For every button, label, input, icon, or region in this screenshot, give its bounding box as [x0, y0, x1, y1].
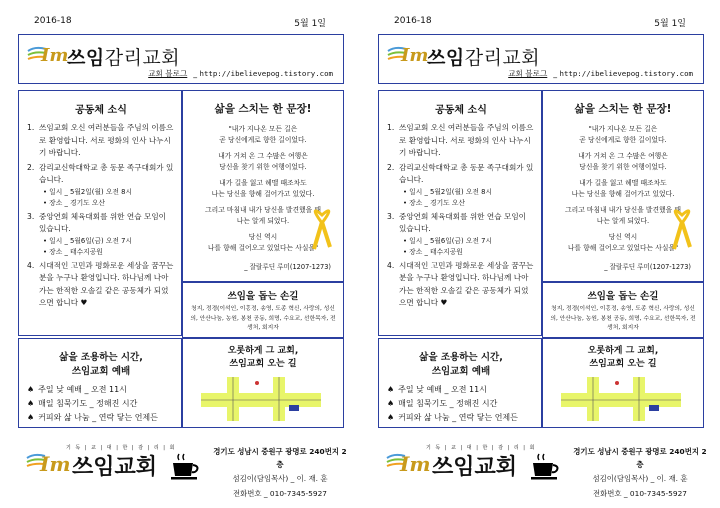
news-item-detail: • 일시 _ 5월2일(월) 오전 8시: [43, 187, 133, 196]
verse-line: 내가 거쳐 온 그 수많은 여행은: [218, 152, 308, 160]
hands-title: 쓰임을 돕는 손길: [227, 291, 299, 302]
worship-item-text: 매일 침묵기도 _ 정해진 시간: [38, 399, 138, 408]
news-item-detail: • 일시 _ 5월6일(금) 오전 7시: [403, 236, 493, 245]
verse-line: 나는 알게 되었다.: [236, 217, 290, 225]
blog-url[interactable]: http://ibelievepog.tistory.com: [559, 69, 693, 78]
news-title: 공동체 소식: [435, 105, 487, 116]
verse-title: 삶을 스치는 한 문장!: [214, 103, 312, 115]
header-date: 5월 1일: [294, 19, 326, 29]
yellow-ribbon-icon: [311, 209, 333, 251]
news-item-detail: • 장소 _ 경기도 오산: [403, 198, 466, 207]
worship-title-line1: 삶을 조용하는 시간,: [59, 352, 143, 363]
verse-line: 그리고 마침내 내가 당신을 발견했을 때: [565, 206, 681, 214]
worship-item-text: 주일 낮 예배 _ 오전 11시: [38, 385, 127, 394]
worship-list: [387, 383, 535, 425]
blog-label: 교회 블로그: [148, 69, 188, 78]
footer-logo-im: Im: [400, 452, 431, 476]
worship-item-text: 매일 침묵기도 _ 정해진 시간: [398, 399, 498, 408]
coffee-cup-icon: [170, 452, 200, 482]
bulletin-page-right: [360, 0, 720, 508]
verse-line: 내가 길을 잃고 헤맬 때조차도: [219, 179, 307, 187]
verse-line: 나를 향해 걸어오고 있었다는 사실을": [207, 244, 319, 252]
verse-line: 나는 알게 되었다.: [596, 217, 650, 225]
verse-source: _ 잘랄루딘 루미(1207-1273): [604, 263, 691, 271]
worship-item: [27, 383, 175, 397]
news-item: [27, 211, 175, 258]
news-item-detail: • 일시 _ 5월6일(금) 오전 7시: [43, 236, 133, 245]
hands-text: 청지, 정경(이석인, 이홍정, 송영, 도종 혁신, 사랑의, 성신의, 안산나눔, 농원, 봉천 공동, 희명, 수요교, 선한목자, 전생처, 회지자: [550, 306, 696, 332]
worship-title-line1: 삶을 조용하는 시간,: [419, 352, 503, 363]
news-item-text: 쓰임교회 오신 여러분들을 주님의 이름으로 환영합니다. 서로 평화의 인사 나누시기 바랍니다.: [39, 123, 174, 157]
verse-line: 내가 길을 잃고 헤맬 때조차도: [579, 179, 667, 187]
verse-line: "내가 지나온 모든 길은: [588, 125, 658, 133]
blog-line: [508, 68, 693, 79]
worship-item: [27, 411, 175, 425]
footer-pastor: 섬김이(담임목사) _ 이. 재. 훈: [232, 474, 328, 483]
worship-item-text: 주일 낮 예배 _ 오전 11시: [398, 385, 487, 394]
logo-im: Im: [401, 45, 429, 66]
verse-line: 나를 향해 걸어오고 있었다는 사실을": [567, 244, 679, 252]
footer-phone: 전화번호 _ 010-7345-5927: [232, 489, 327, 498]
spade-icon: ♠: [387, 399, 395, 408]
title-box: [378, 34, 704, 84]
worship-item: [27, 397, 175, 411]
footer-logo: [26, 440, 176, 488]
news-item-number: 3.: [387, 211, 395, 221]
church-logo: [387, 41, 557, 69]
logo-im: Im: [41, 45, 69, 66]
hands-box: [182, 282, 344, 338]
church-name-rest: 감리교회: [104, 47, 181, 69]
yellow-ribbon-icon: [671, 209, 693, 251]
header-date: 5월 1일: [654, 19, 686, 29]
hands-title: 쓰임을 돕는 손길: [587, 291, 659, 302]
verse-box: [542, 90, 704, 282]
church-name-rest: 감리교회: [464, 47, 541, 69]
news-item: [27, 260, 175, 310]
footer-logo: [386, 440, 536, 488]
news-item-detail: • 장소 _ 태수지공원: [43, 247, 103, 256]
footer-info: [210, 445, 350, 501]
news-box: [18, 90, 182, 336]
news-item-number: 3.: [27, 211, 35, 221]
news-item-number: 2.: [27, 162, 35, 172]
news-item: [387, 122, 535, 160]
news-list: [27, 122, 175, 310]
header-year: 2016-18: [34, 16, 72, 26]
news-list: [387, 122, 535, 310]
footer-tagline: 기 독 | 교 | 대 | 한 | 감 | 리 | 회: [426, 445, 536, 451]
verse-source: _ 잘랄루딘 루미(1207-1273): [244, 263, 331, 271]
blog-sep: _: [553, 69, 558, 78]
news-item: [387, 211, 535, 258]
church-logo: [27, 41, 197, 69]
verse-line: "내가 지나온 모든 길은: [228, 125, 298, 133]
worship-box: [378, 338, 542, 428]
news-item: [387, 260, 535, 310]
worship-item-text: 커피와 삶 나눔 _ 연락 닿는 언제든: [398, 413, 518, 422]
worship-title-line2: 쓰임교회 예배: [71, 366, 131, 377]
directions-map: [557, 375, 691, 423]
news-item-text: 중앙연회 체육대회를 위한 연습 모임이 있습니다.: [399, 211, 527, 233]
directions-map: [197, 375, 331, 423]
verse-title: 삶을 스치는 한 문장!: [574, 103, 672, 115]
hands-box: [542, 282, 704, 338]
worship-item: [387, 411, 535, 425]
worship-item: [387, 383, 535, 397]
news-item-detail: • 일시 _ 5월2일(월) 오전 8시: [403, 187, 493, 196]
news-item-number: 2.: [387, 162, 395, 172]
footer-logo-im: Im: [40, 452, 71, 476]
worship-box: [18, 338, 182, 428]
verse-line: 당신 역시: [608, 233, 638, 241]
news-item-number: 4.: [387, 260, 395, 270]
verse-box: [182, 90, 344, 282]
blog-label: 교회 블로그: [508, 69, 548, 78]
news-title: 공동체 소식: [75, 105, 127, 116]
news-item-number: 4.: [27, 260, 35, 270]
spade-icon: ♠: [387, 413, 395, 422]
map-box: [182, 338, 344, 428]
verse-line: 당신 역시: [248, 233, 278, 241]
news-item-text: 시대적인 고민과 평화로운 세상을 꿈꾸는 분을 누구나 환영입니다. 하나님께 나아가는 한적한 오솔길 같은 공동체가 되었으면 합니다 ♥: [399, 260, 534, 307]
footer-phone: 전화번호 _ 010-7345-5927: [592, 489, 687, 498]
news-box: [378, 90, 542, 336]
worship-title-line2: 쓰임교회 예배: [431, 366, 491, 377]
footer-tagline: 기 독 | 교 | 대 | 한 | 감 | 리 | 회: [66, 445, 176, 451]
spade-icon: ♠: [27, 413, 35, 422]
map-title-line1: 오롯하게 그 교회,: [587, 346, 659, 356]
news-item-detail: • 장소 _ 경기도 오산: [43, 198, 106, 207]
spade-icon: ♠: [387, 385, 395, 394]
spade-icon: ♠: [27, 385, 35, 394]
footer-church-name: 쓰임교회: [72, 455, 158, 480]
header-year: 2016-18: [394, 16, 432, 26]
church-name-bold: 쓰임: [427, 47, 465, 69]
verse-line: 나는 당신을 향해 걸어가고 있었다.: [571, 190, 675, 198]
blog-line: [148, 68, 333, 79]
news-item-number: 1.: [387, 123, 395, 132]
news-item-text: 시대적인 고민과 평화로운 세상을 꿈꾸는 분을 누구나 환영입니다. 하나님께 나아가는 한적한 오솔길 같은 공동체가 되었으면 합니다 ♥: [39, 260, 174, 307]
verse-line: 나는 당신을 향해 걸어가고 있었다.: [211, 190, 315, 198]
verse-line: 당신을 찾기 위한 여행이었다.: [219, 163, 307, 171]
map-title-line2: 쓰임교회 오는 길: [589, 359, 657, 369]
footer-info: [570, 445, 710, 501]
hands-text: 청지, 정경(이석인, 이홍정, 송영, 도종 혁신, 사랑의, 성신의, 안산나눔, 농원, 봉천 공동, 희명, 수요교, 선한목자, 전생처, 회지자: [190, 306, 336, 332]
map-title-line1: 오롯하게 그 교회,: [227, 346, 299, 356]
verse-line: 당신을 찾기 위한 여행이었다.: [579, 163, 667, 171]
verse-line: 곧 당신에게로 향한 길이었다.: [579, 136, 667, 144]
news-item-number: 1.: [27, 123, 35, 132]
footer-address: 경기도 성남시 중원구 광명로 240번지 2층: [573, 447, 707, 469]
verse-line: 그리고 마침내 내가 당신을 발견했을 때: [205, 206, 321, 214]
map-title-line2: 쓰임교회 오는 길: [229, 359, 297, 369]
worship-item: [387, 397, 535, 411]
verse-line: 곧 당신에게로 향한 길이었다.: [219, 136, 307, 144]
worship-list: [27, 383, 175, 425]
map-box: [542, 338, 704, 428]
blog-url[interactable]: http://ibelievepog.tistory.com: [199, 69, 333, 78]
news-item-text: 감리교신학대학교 총 동문 족구대회가 있습니다.: [399, 162, 534, 184]
footer-church-name: 쓰임교회: [432, 455, 518, 480]
news-item-text: 쓰임교회 오신 여러분들을 주님의 이름으로 환영합니다. 서로 평화의 인사 나누시기 바랍니다.: [399, 123, 534, 157]
worship-item-text: 커피와 삶 나눔 _ 연락 닿는 언제든: [38, 413, 158, 422]
title-box: [18, 34, 344, 84]
church-name-bold: 쓰임: [67, 47, 105, 69]
coffee-cup-icon: [530, 452, 560, 482]
verse-line: 내가 거쳐 온 그 수많은 여행은: [578, 152, 668, 160]
church-name: [67, 43, 180, 70]
news-item: [27, 162, 175, 209]
news-item: [27, 122, 175, 160]
news-item-text: 중앙연회 체육대회를 위한 연습 모임이 있습니다.: [39, 211, 167, 233]
footer-address: 경기도 성남시 중원구 광명로 240번지 2층: [213, 447, 347, 469]
news-item-text: 감리교신학대학교 총 동문 족구대회가 있습니다.: [39, 162, 174, 184]
footer-pastor: 섬김이(담임목사) _ 이. 재. 훈: [592, 474, 688, 483]
blog-sep: _: [193, 69, 198, 78]
spade-icon: ♠: [27, 399, 35, 408]
church-name: [427, 43, 540, 70]
news-item-detail: • 장소 _ 태수지공원: [403, 247, 463, 256]
news-item: [387, 162, 535, 209]
